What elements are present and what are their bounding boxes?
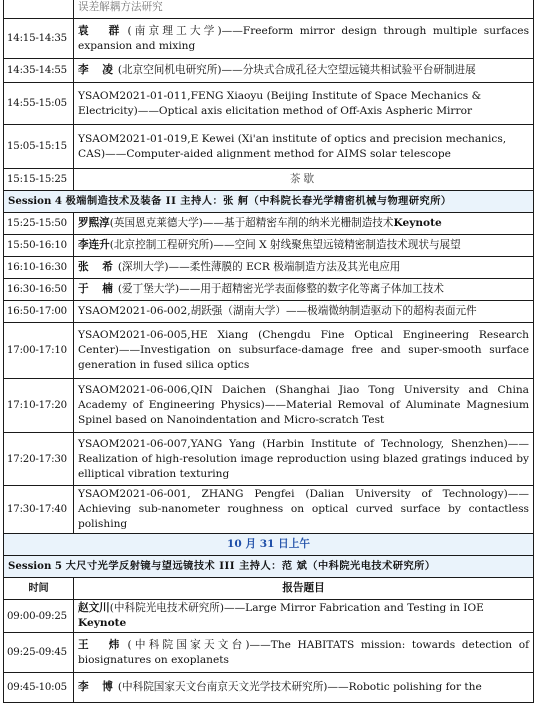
talk-cell (74, 19, 534, 59)
table-row (4, 257, 534, 279)
time-cell: 17:00-17:10 (4, 323, 74, 379)
table-row (4, 235, 534, 257)
talk-cell: YSAOM2021-06-006,QIN Daichen (Shanghai Jiao Tong University and China Academy of Engineering Physics)——Material Removal of Aluminate Magnesium Spinel based on Nanoindentation and Micro-scratch Test (74, 379, 534, 433)
keynote-badge: Keynote (393, 217, 442, 229)
table-row (4, 433, 534, 486)
talk-title: 柔性薄膜的 ECR 极端制造方法及其光电应用 (189, 261, 401, 273)
time-cell: 15:50-16:10 (4, 235, 74, 257)
talk-title: Large Mirror Fabrication and Testing in IOE (245, 602, 484, 614)
break-cell: 茶歇 (74, 169, 534, 191)
talk-cell (74, 633, 534, 673)
speaker-affiliation: (北京控制工程研究所)—— (109, 239, 235, 251)
table-row (4, 673, 534, 703)
talk-title: 基于超精密车削的纳米光栅制造技术 (223, 217, 394, 229)
time-cell: 09:25-09:45 (4, 633, 74, 673)
time-cell: 15:15-15:25 (4, 169, 74, 191)
table-row (4, 301, 534, 323)
table-row (4, 633, 534, 673)
time-cell: 14:35-14:55 (4, 59, 74, 83)
time-cell: 09:00-09:25 (4, 600, 74, 633)
column-header-topic: 报告题目 (74, 578, 534, 600)
table-row (4, 323, 534, 379)
table-row (4, 213, 534, 235)
time-cell: 14:55-15:05 (4, 83, 74, 125)
talk-title: 分块式合成孔径大空望远镜共相试验平台研制进展 (242, 64, 476, 76)
talk-cell (74, 235, 534, 257)
speaker-name: 王 炜 (78, 638, 128, 651)
session-title: 极端制造技术及装备 II 主持人：张 舸（中科院长春光学精密机械与物理研究所） (65, 195, 452, 207)
speaker-name: 李 凌 (78, 64, 118, 76)
time-cell: 16:30-16:50 (4, 279, 74, 301)
table-row (4, 83, 534, 125)
schedule-table (3, 0, 534, 703)
table-row (4, 600, 534, 633)
talk-cell (74, 59, 534, 83)
keynote-badge: Keynote (78, 617, 127, 629)
talk-cell (74, 279, 534, 301)
speaker-affiliation: (深圳大学)—— (117, 261, 190, 273)
time-cell: 14:15-14:35 (4, 19, 74, 59)
table-row (4, 59, 534, 83)
table-row (4, 169, 534, 191)
talk-cell: YSAOM2021-06-005,HE Xiang (Chengdu Fine Optical Engineering Research Center)——Investigation on subsurface-damage free and super-smooth surface generation in fused silica optics (74, 323, 534, 379)
column-header-time: 时间 (4, 578, 74, 600)
session-header (4, 191, 534, 213)
time-cell: 16:50-17:00 (4, 301, 74, 323)
talk-title: 用于超精密光学表面修整的数字化等离子体加工技术 (200, 283, 444, 295)
table-row (4, 19, 534, 59)
table-row (4, 486, 534, 534)
speaker-name: 袁 群 (78, 24, 128, 37)
time-cell: 09:45-10:05 (4, 673, 74, 703)
session-label: Session 4 (8, 195, 63, 207)
talk-cell: YSAOM2021-06-001, ZHANG Pengfei (Dalian University of Technology)——Achieving sub-nanometer roughness on optical curved surface by contactless polishing (74, 486, 534, 534)
talk-cell (74, 673, 534, 703)
table-row (4, 379, 534, 433)
talk-cell: 误差解耦方法研究 (74, 0, 534, 19)
speaker-affiliation: (中科院光电技术研究所)—— (109, 602, 246, 614)
time-cell: 16:10-16:30 (4, 257, 74, 279)
talk-title: The HABITATS mission: towards detection of biosignatures on exoplanets (78, 638, 530, 666)
speaker-affiliation: (英国恩克莱德大学)—— (109, 217, 224, 229)
talk-title: Robotic polishing for the (348, 681, 482, 693)
speaker-affiliation: (北京空间机电研究所)—— (117, 64, 243, 76)
speaker-affiliation: (爱丁堡大学)—— (117, 283, 201, 295)
table-row (4, 125, 534, 169)
time-cell: 15:05-15:15 (4, 125, 74, 169)
time-cell (4, 0, 74, 19)
session-label: Session 5 (8, 560, 63, 572)
speaker-name: 罗熙淳 (78, 217, 110, 229)
talk-cell: YSAOM2021-06-007,YANG Yang (Harbin Institute of Technology, Shenzhen)——Realization of high-resolution image reproduction using blazed gratings induced by elliptical vibration texturing (74, 433, 534, 486)
session-title: 大尺寸光学反射镜与望远镜技术 III 主持人：范 斌（中科院光电技术研究所） (65, 560, 436, 572)
speaker-name: 张 希 (78, 261, 118, 273)
talk-title: 空间 X 射线聚焦望远镜精密制造技术现状与展望 (234, 239, 461, 251)
time-cell: 17:20-17:30 (4, 433, 74, 486)
speaker-name: 于 楠 (78, 283, 118, 295)
speaker-name: 李 博 (78, 681, 118, 693)
session-header (4, 556, 534, 578)
time-cell: 17:10-17:20 (4, 379, 74, 433)
talk-cell (74, 600, 534, 633)
table-row (4, 0, 534, 19)
time-cell: 17:30-17:40 (4, 486, 74, 534)
speaker-affiliation: (南京理工大学)—— (127, 24, 243, 37)
column-header-row (4, 578, 534, 600)
talk-title: Freeform mirror design through multiple surfaces expansion and mixing (78, 24, 530, 52)
day-header (4, 534, 534, 556)
talk-cell (74, 213, 534, 235)
time-cell: 15:25-15:50 (4, 213, 74, 235)
talk-cell: YSAOM2021-01-011,FENG Xiaoyu (Beijing Institute of Space Mechanics & Electricity)——Optical axis elicitation method of Off-Axis Aspheric Mirror (74, 83, 534, 125)
speaker-name: 赵文川 (78, 602, 110, 614)
talk-cell: YSAOM2021-01-019,E Kewei (Xi'an institute of optics and precision mechanics, CAS)——Computer-aided alignment method for AIMS solar telescope (74, 125, 534, 169)
day-title: 10 月 31 日上午 (4, 534, 534, 556)
table-row (4, 279, 534, 301)
speaker-affiliation: (中科院国家天文台)—— (127, 638, 271, 651)
talk-cell (74, 257, 534, 279)
talk-cell: YSAOM2021-06-002,胡跃强（湖南大学）——极端微纳制造驱动下的超构表面元件 (74, 301, 534, 323)
speaker-affiliation: (中科院国家天文台南京天文光学技术研究所)—— (117, 681, 349, 693)
speaker-name: 李连升 (78, 239, 110, 251)
